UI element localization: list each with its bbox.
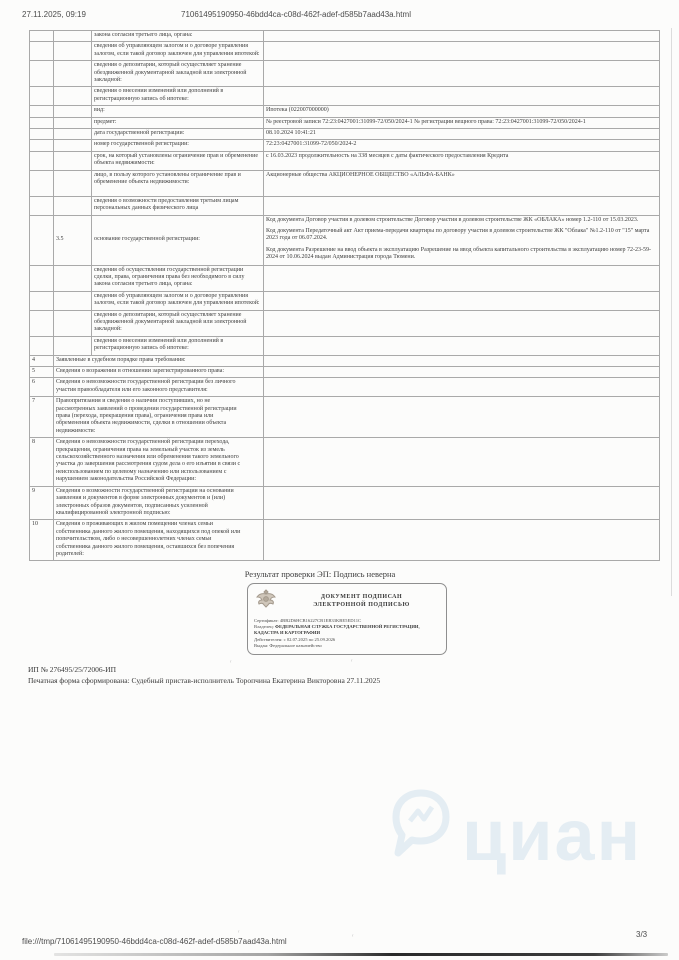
row-label: основание государственной регистрации: <box>92 215 264 265</box>
row-value <box>264 42 660 61</box>
row-value <box>264 31 660 42</box>
row-number-cell <box>30 265 54 291</box>
row-value <box>264 265 660 291</box>
table-row <box>30 397 660 438</box>
row-label: Сведения о невозможности государственной регистрации без личного участия правообладателя или его законного представителя: <box>54 378 264 397</box>
row-label: сведения об управляющем залогом и о договоре управления залогом, если такой договор заключен для управления ипотекой: <box>92 42 264 61</box>
row-number-cell: 10 <box>30 520 54 561</box>
row-subnumber-cell <box>54 336 92 355</box>
row-number-cell: 8 <box>30 438 54 486</box>
row-number-cell <box>30 291 54 310</box>
row-subnumber-cell <box>54 87 92 106</box>
row-label: сведения о внесении изменений или дополнений в регистрационную запись об ипотеке: <box>92 336 264 355</box>
table-row <box>30 378 660 397</box>
table-row <box>30 486 660 520</box>
row-label: сведения о внесении изменений или дополнений в регистрационную запись об ипотеке: <box>92 87 264 106</box>
print-footer-page-indicator: 3/3 <box>636 930 648 939</box>
row-subnumber-cell <box>54 196 92 215</box>
row-label: дата государственной регистрации: <box>92 129 264 140</box>
scan-speck: ᵗ <box>237 929 240 937</box>
signature-check-result: Результат проверки ЭП: Подпись неверна <box>244 569 396 579</box>
row-subnumber-cell <box>54 140 92 151</box>
row-number-cell: 4 <box>30 355 54 366</box>
row-label: сведения о депозитарии, который осуществляет хранение обездвиженной документарной закладной или электронной закладной: <box>92 310 264 336</box>
group-bottom <box>30 265 660 355</box>
row-value: № реестровой записи 72:23:0427001:31099-72/050/2024-1 № регистрации вещного права: 72:23:0427001:31099-72/050/2024-1 <box>264 117 660 128</box>
row-number-cell <box>30 129 54 140</box>
table-row <box>30 291 660 310</box>
scan-speck: ᵗ <box>350 658 353 666</box>
row-label: Сведения о невозможности государственной регистрации перехода, прекращения, ограничения права на земельный участок из земель сельскохозяйственного назначения или обременения такого земельного участка до завершения рассмотрения судом дела о его изъятии в связи с неиспользованием по целевому назначению или использованием с нарушением законодательства Российской Федерации: <box>54 438 264 486</box>
row-number-cell <box>30 310 54 336</box>
row-subnumber-cell <box>54 265 92 291</box>
row-subnumber-cell: 3.5 <box>54 215 92 265</box>
scan-edge-line <box>671 28 672 596</box>
watermark-text: циан <box>462 796 643 876</box>
coat-of-arms-icon <box>254 588 278 615</box>
table-row <box>30 87 660 106</box>
basis-paragraph: Код документа Договор участия в долевом строительстве Договор участия в долевом строительстве ЖК «ОБЛАКА» номер 1.2-110 от 15.03.2023. <box>266 216 639 223</box>
row-number-cell <box>30 170 54 196</box>
row-subnumber-cell <box>54 106 92 117</box>
row-subnumber-cell <box>54 117 92 128</box>
row-number-cell: 7 <box>30 397 54 438</box>
group-numbered <box>30 355 660 561</box>
row-number-cell <box>30 61 54 87</box>
row-label: сведения об управляющем залогом и о договоре управления залогом, если такой договор заключен для управления ипотекой: <box>92 291 264 310</box>
egrn-extract-table <box>29 30 660 561</box>
row-number-cell <box>30 196 54 215</box>
row-subnumber-cell <box>54 310 92 336</box>
row-label: вид: <box>92 106 264 117</box>
row-value <box>264 215 660 265</box>
row-number-cell <box>30 336 54 355</box>
scan-speck: ᵗ <box>229 659 232 667</box>
row-number-cell: 9 <box>30 486 54 520</box>
row-label: лицо, в пользу которого установлены ограничение прав и обременение объекта недвижимости: <box>92 170 264 196</box>
row-label: Сведения о возражении в отношении зарегистрированного права: <box>54 367 264 378</box>
row-number-cell <box>30 117 54 128</box>
row-value <box>264 291 660 310</box>
table-row <box>30 196 660 215</box>
row-value: Ипотека (022007000000) <box>264 106 660 117</box>
table-row <box>30 117 660 128</box>
row-value <box>264 486 660 520</box>
row-label: сведения о депозитарии, который осуществляет хранение обездвиженной документарной закладной или электронной закладной: <box>92 61 264 87</box>
print-footer-url: file:///tmp/71061495190950-46bdd4ca-c08d-462f-adef-d585b7aad43a.html <box>22 937 287 946</box>
row-value <box>264 367 660 378</box>
row-number-cell <box>30 215 54 265</box>
table-row <box>30 336 660 355</box>
table-row <box>30 31 660 42</box>
table-row <box>30 438 660 486</box>
row-number-cell <box>30 31 54 42</box>
row-label: закона согласия третьего лица, органа: <box>92 31 264 42</box>
basis-paragraph: Код документа Разрешение на ввод объекта в эксплуатацию Разрешение на ввод объекта капитального строительства в эксплуатацию номер 72-23-59-2024 от 10.06.2024 выдан Администрация города Тюмени. <box>266 246 652 261</box>
row-number-cell <box>30 140 54 151</box>
row-label: сведения об осуществлении государственной регистрации сделки, права, ограничения права без необходимого в силу закона согласия третьего лица, органа: <box>92 265 264 291</box>
row-subnumber-cell <box>54 291 92 310</box>
enforcement-proceeding-number: ИП № 276495/25/72006-ИП <box>28 665 116 674</box>
row-value <box>264 520 660 561</box>
stamp-validity-line: Действителен: с 02.07.2025 по 25.09.2026 <box>254 636 336 642</box>
row-label: Правопритязания и сведения о наличии поступивших, но не рассмотренных заявлений о проведении государственной регистрации права (перехода, прекращения права), ограничения права или обременения объекта недвижимости, сделки в отношении объекта недвижимости: <box>54 397 264 438</box>
row-value <box>264 310 660 336</box>
table-row <box>30 367 660 378</box>
row-subnumber-cell <box>54 151 92 170</box>
table-row <box>30 355 660 366</box>
print-header-filename: 71061495190950-46bdd4ca-c08d-462f-adef-d585b7aad43a.html <box>181 10 411 19</box>
row-label: Заявленные в судебном порядке права требования: <box>54 355 264 366</box>
row-label: предмет: <box>92 117 264 128</box>
group-35 <box>30 215 660 265</box>
table-row <box>30 310 660 336</box>
row-label: сведения о возможности предоставления третьим лицам персональных данных физического лица <box>92 196 264 215</box>
electronic-signature-stamp <box>247 583 447 655</box>
printed-form-info: Печатная форма сформирована: Судебный пристав-исполнитель Торопчина Екатерина Викторовна 27.11.2025 <box>28 676 381 685</box>
row-value <box>264 438 660 486</box>
row-label: срок, на который установлены ограничение прав и обременение объекта недвижимости: <box>92 151 264 170</box>
row-value <box>264 61 660 87</box>
map-pin-icon <box>390 787 452 872</box>
table-row <box>30 140 660 151</box>
row-number-cell: 6 <box>30 378 54 397</box>
table-row <box>30 520 660 561</box>
group-top <box>30 31 660 216</box>
table-row <box>30 170 660 196</box>
table-row <box>30 151 660 170</box>
row-label: номер государственной регистрации: <box>92 140 264 151</box>
row-value: 72:23:0427001:31099-72/050/2024-2 <box>264 140 660 151</box>
row-number-cell <box>30 151 54 170</box>
row-value: с 16.03.2023 продолжительность на 338 месяцев с даты фактического предоставления Кредита <box>264 151 660 170</box>
table-row <box>30 215 660 265</box>
row-number-cell <box>30 42 54 61</box>
row-number-cell: 5 <box>30 367 54 378</box>
table-row <box>30 61 660 87</box>
row-subnumber-cell <box>54 31 92 42</box>
table-row <box>30 129 660 140</box>
row-subnumber-cell <box>54 129 92 140</box>
row-value <box>264 397 660 438</box>
stamp-issuer-line: Выдан: Федеральное казначейство <box>254 643 322 649</box>
row-label: Сведения о возможности государственной регистрации на основании заявления и документов в форме электронных документов и (или) электронных образов документов, подписанных усиленной квалифицированной электронной подписью: <box>54 486 264 520</box>
row-subnumber-cell <box>54 42 92 61</box>
row-value: Акционерные общества АКЦИОНЕРНОЕ ОБЩЕСТВО «АЛЬФА-БАНК» <box>264 170 660 196</box>
row-subnumber-cell <box>54 61 92 87</box>
stamp-certificate-line: Сертификат: 4BB2D6HCB16227CB1EB33KBE5ED11C <box>254 618 362 623</box>
row-subnumber-cell <box>54 170 92 196</box>
scan-speck: ᵗ <box>351 933 354 941</box>
row-value <box>264 336 660 355</box>
row-value <box>264 378 660 397</box>
cian-watermark <box>390 786 643 876</box>
print-header-datetime: 27.11.2025, 09:19 <box>22 10 86 19</box>
stamp-title: ДОКУМЕНТ ПОДПИСАН ЭЛЕКТРОННОЙ ПОДПИСЬЮ <box>313 594 410 608</box>
stamp-owner-line: Владелец: ФЕДЕРАЛЬНАЯ СЛУЖБА ГОСУДАРСТВЕННОЙ РЕГИСТРАЦИИ, КАДАСТРА И КАРТОГРАФИИ <box>254 624 420 636</box>
table-row <box>30 42 660 61</box>
row-number-cell <box>30 106 54 117</box>
scan-bottom-line <box>54 953 668 956</box>
table-row <box>30 265 660 291</box>
row-value <box>264 355 660 366</box>
table-row <box>30 106 660 117</box>
basis-paragraph: Код документа Передаточный акт Акт приема-передачи квартиры по договору участия в долевом строительстве ЖК "Облака" №1.2-110 от "15" марта 2023 года от 06.07.2024. <box>266 227 650 242</box>
row-value: 08.10.2024 10:41:21 <box>264 129 660 140</box>
row-value <box>264 87 660 106</box>
row-number-cell <box>30 87 54 106</box>
row-value <box>264 196 660 215</box>
row-label: Сведения о проживающих в жилом помещении членах семьи собственника данного жилого помещения, находящихся под опекой или попечительством, либо о несовершеннолетних членах семьи собственника данного жилого помещения, оставшихся без попечения родителей: <box>54 520 264 561</box>
